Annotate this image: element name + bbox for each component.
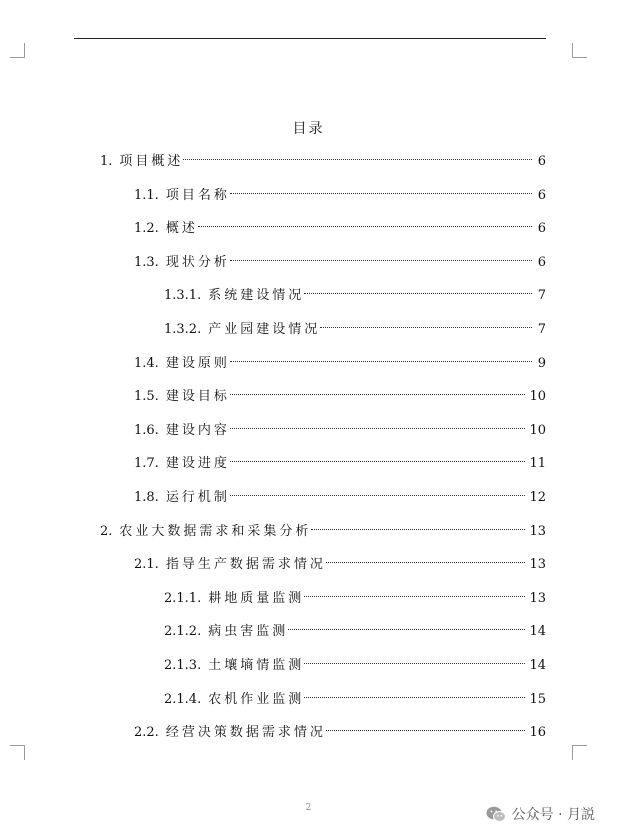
toc-entry[interactable] xyxy=(134,723,546,743)
toc-dot-leader xyxy=(320,326,532,328)
toc-entry[interactable] xyxy=(134,421,546,441)
toc-entry[interactable] xyxy=(134,186,546,206)
toc-entry[interactable] xyxy=(164,286,546,306)
toc-dot-leader xyxy=(230,360,532,362)
toc-entry[interactable] xyxy=(134,387,546,407)
toc-dot-leader xyxy=(304,595,525,597)
toc-entry-title: 农业大数据需求和采集分析 xyxy=(119,523,312,539)
toc-entry-page: 13 xyxy=(529,590,546,606)
toc-entry-page: 14 xyxy=(529,624,546,640)
toc-entry-number: 2.1.1. xyxy=(164,590,202,606)
toc-entry-page: 14 xyxy=(529,658,546,673)
header-rule xyxy=(74,38,546,39)
toc-entry[interactable] xyxy=(164,622,546,642)
toc-entry-title: 项目概述 xyxy=(119,154,184,169)
toc-entry-title: 系统建设情况 xyxy=(208,288,305,304)
crop-mark-top-left xyxy=(10,43,25,58)
toc-entry-title: 建设目标 xyxy=(165,389,230,405)
toc-entry-number: 1.3.2. xyxy=(164,322,202,337)
toc-entry[interactable] xyxy=(134,488,546,508)
toc-entry-page: 9 xyxy=(537,355,546,371)
toc-entry-title: 建设内容 xyxy=(165,422,230,438)
toc-entry-number: 2.2. xyxy=(134,725,159,741)
toc-entry-page: 10 xyxy=(529,389,546,405)
toc-entry[interactable] xyxy=(100,152,546,172)
toc-dot-leader xyxy=(183,158,532,160)
toc-dot-leader xyxy=(326,561,526,563)
toc-entry-number: 2.1. xyxy=(134,557,159,573)
toc-title: 目录 xyxy=(292,121,325,137)
toc-entry-number: 1.6. xyxy=(134,422,159,438)
toc-entry-page: 7 xyxy=(537,322,546,337)
toc-dot-leader xyxy=(304,292,532,294)
toc-entry-page: 12 xyxy=(529,490,546,505)
toc-dot-leader xyxy=(304,662,525,664)
toc-entry-number: 2.1.3. xyxy=(164,658,202,673)
toc-dot-leader xyxy=(311,528,525,530)
toc-dot-leader xyxy=(230,259,532,261)
toc-entry-title: 建设进度 xyxy=(165,456,230,472)
toc-entry-number: 1.5. xyxy=(134,389,159,405)
toc-entry-page: 11 xyxy=(529,456,546,472)
toc-entry-number: 2.1.2. xyxy=(164,624,202,640)
toc-entry-page: 6 xyxy=(537,221,546,237)
toc-entry-title: 建设原则 xyxy=(165,355,230,371)
toc-entry[interactable] xyxy=(134,454,546,474)
toc-entry-title: 土壤墒情监测 xyxy=(208,658,305,673)
toc-entry[interactable] xyxy=(134,253,546,273)
toc-entry-number: 1.7. xyxy=(134,456,159,472)
toc-dot-leader xyxy=(304,696,525,698)
toc-dot-leader xyxy=(230,460,526,462)
crop-mark-top-right xyxy=(572,43,587,58)
toc-entry-page: 6 xyxy=(537,187,546,203)
page-number: 2 xyxy=(305,803,312,813)
toc-entry-number: 1.3. xyxy=(134,254,159,270)
toc-entry-page: 7 xyxy=(537,288,546,304)
wechat-icon xyxy=(486,806,506,823)
toc-dot-leader xyxy=(198,225,532,227)
toc-entry[interactable] xyxy=(134,219,546,239)
toc-entry-page: 6 xyxy=(537,254,546,270)
toc-entry[interactable] xyxy=(164,589,546,609)
toc-dot-leader xyxy=(230,427,526,429)
toc-entry-title: 现状分析 xyxy=(165,254,230,270)
toc-entry[interactable] xyxy=(164,320,546,340)
toc-entry-title: 农机作业监测 xyxy=(208,691,305,707)
toc-entry-page: 13 xyxy=(529,523,546,539)
watermark-text: 公众号 · 月説 xyxy=(511,807,595,823)
toc-entry[interactable] xyxy=(164,690,546,710)
toc-entry-number: 2.1.4. xyxy=(164,691,202,707)
toc-entry-title: 概述 xyxy=(165,221,198,237)
toc-entry-number: 1.1. xyxy=(134,187,159,203)
toc-entry-page: 10 xyxy=(529,422,546,438)
watermark xyxy=(486,804,595,824)
toc-dot-leader xyxy=(230,494,526,496)
toc-entry-page: 16 xyxy=(529,725,546,741)
toc-dot-leader xyxy=(326,729,526,731)
toc-entry-title: 耕地质量监测 xyxy=(208,590,305,606)
toc-dot-leader xyxy=(230,192,532,194)
toc-entry-number: 1.3.1. xyxy=(164,288,202,304)
toc-entry[interactable] xyxy=(164,656,546,676)
toc-entry-title: 运行机制 xyxy=(165,490,230,505)
toc-entry-number: 1.4. xyxy=(134,355,159,371)
crop-mark-bottom-left xyxy=(10,745,25,760)
toc-entry[interactable] xyxy=(134,555,546,575)
crop-mark-bottom-right xyxy=(572,745,587,760)
toc-entry-title: 经营决策数据需求情况 xyxy=(165,725,326,741)
toc-entry[interactable] xyxy=(100,522,546,542)
toc-entry-title: 指导生产数据需求情况 xyxy=(165,557,326,573)
toc-dot-leader xyxy=(230,393,526,395)
toc-entry-number: 1.2. xyxy=(134,221,159,237)
toc-entry-number: 1.8. xyxy=(134,490,159,505)
toc-entry-page: 15 xyxy=(529,691,546,707)
toc-dot-leader xyxy=(288,628,525,630)
toc-entry-title: 项目名称 xyxy=(165,187,230,203)
toc-entry-number: 1. xyxy=(100,154,113,169)
toc-entry-page: 13 xyxy=(529,557,546,573)
toc-entry[interactable] xyxy=(134,354,546,374)
toc-entry-title: 病虫害监测 xyxy=(208,624,289,640)
toc-entry-title: 产业园建设情况 xyxy=(208,322,321,337)
toc-entry-number: 2. xyxy=(100,523,113,539)
toc-entry-page: 6 xyxy=(537,154,546,169)
